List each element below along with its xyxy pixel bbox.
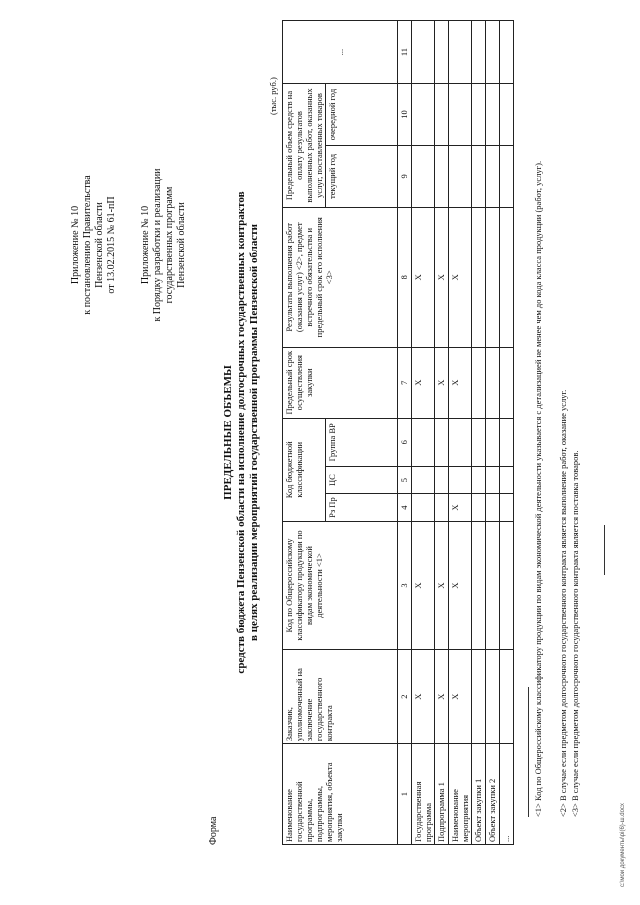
cell-customer: X [449, 650, 472, 744]
cell-cs [472, 466, 486, 494]
cell-cs [500, 466, 514, 494]
cell-dots [449, 21, 472, 84]
header-vr: Группа ВР [326, 418, 398, 466]
appendix-line: Пензенской области [176, 202, 187, 288]
title-line: ПРЕДЕЛЬНЫЕ ОБЪЕМЫ [222, 365, 234, 500]
cell-okpd [486, 521, 500, 649]
header-rzpr: Рз Пр [326, 494, 398, 522]
cell-current [500, 145, 514, 207]
footnote-2: <2> В случае если предметом долгосрочного государственного контракта является выполнение работ, оказание услуг. [558, 389, 568, 817]
header-current-year: текущий год [326, 145, 398, 207]
cell-results: X [449, 207, 472, 347]
cell-cs [412, 466, 435, 494]
column-number: 7 [398, 347, 412, 418]
cell-next [500, 84, 514, 146]
appendix-line: к постановлению Правительства [82, 175, 93, 315]
appendix-line: Приложение № 10 [70, 205, 81, 285]
cell-next [486, 84, 500, 146]
header-limit: Предельный объем средств на оплату результатов выполненных работ, оказанных услуг, поставленных товаров [283, 84, 326, 208]
cell-current [449, 145, 472, 207]
column-number: 4 [398, 494, 412, 522]
cell-customer [472, 650, 486, 744]
cell-next [449, 84, 472, 146]
header-budget-code: Код бюджетной классификации [283, 418, 326, 521]
table-row [500, 21, 514, 845]
cell-dots [500, 21, 514, 84]
row-name: Наименование мероприятия [449, 744, 472, 845]
cell-term [472, 347, 486, 418]
table-row [472, 21, 486, 845]
row-name: Объект закупки 1 [472, 744, 486, 845]
cell-vr [412, 418, 435, 466]
cell-okpd [500, 521, 514, 649]
cell-rzpr [486, 494, 500, 522]
cell-vr [435, 418, 449, 466]
cell-customer [500, 650, 514, 744]
cell-current [435, 145, 449, 207]
cell-current [412, 145, 435, 207]
page-title [222, 20, 261, 845]
cell-term: X [449, 347, 472, 418]
cell-customer [486, 650, 500, 744]
cell-vr [472, 418, 486, 466]
cell-vr [449, 418, 472, 466]
cell-results: X [435, 207, 449, 347]
cell-rzpr [500, 494, 514, 522]
cell-dots [486, 21, 500, 84]
column-number: 8 [398, 207, 412, 347]
header-row [283, 21, 326, 845]
cell-okpd: X [412, 521, 435, 649]
cell-vr [486, 418, 500, 466]
column-number: 2 [398, 650, 412, 744]
header-dots: ... [283, 21, 398, 84]
file-path: c:\мои документы\pi(6)-ш.docx [620, 803, 626, 887]
header-okpd: Код по Общероссийскому классификатору продукции по видам экономической деятельности <1> [283, 521, 398, 649]
cell-rzpr: X [449, 494, 472, 522]
footnote-3: <3> В случае если предметом долгосрочного государственного контракта является поставка товаров. [570, 450, 580, 817]
cell-next [435, 84, 449, 146]
footnote-separator [528, 687, 529, 817]
column-numbers-row [398, 21, 412, 845]
row-name: Государственная программа [412, 744, 435, 845]
row-name: Подпрограмма 1 [435, 744, 449, 845]
cell-results [500, 207, 514, 347]
header-results: Результаты выполнения работ (оказания услуг) <2>, предмет встречного обязательства и предельный срок его исполнения <3> [283, 207, 398, 347]
cell-term [486, 347, 500, 418]
column-number: 3 [398, 521, 412, 649]
table-row [486, 21, 500, 845]
title-line: в целях реализации мероприятий государственной программы Пензенской области [248, 224, 260, 641]
header-term: Предельный срок осуществления закупки [283, 347, 398, 418]
limits-table [282, 20, 514, 845]
cell-next [412, 84, 435, 146]
appendix-line: к Порядку разработки и реализации [152, 168, 163, 322]
cell-okpd [472, 521, 486, 649]
cell-okpd: X [449, 521, 472, 649]
appendix-line: государственных программ [164, 186, 175, 304]
cell-rzpr [412, 494, 435, 522]
appendix-line: Приложение № 10 [140, 205, 151, 285]
appendix-line: от 13.02.2015 № 61-пП [106, 196, 117, 294]
cell-dots [472, 21, 486, 84]
appendix-order [140, 145, 188, 345]
cell-current [486, 145, 500, 207]
header-customer: Заказчик, уполномоченный на заключение государственного контракта [283, 650, 398, 744]
cell-cs [486, 466, 500, 494]
cell-dots [412, 21, 435, 84]
header-next-year: очередной год [326, 84, 398, 146]
cell-okpd: X [435, 521, 449, 649]
cell-vr [500, 418, 514, 466]
appendix-line: Пензенской области [94, 202, 105, 288]
cell-next [472, 84, 486, 146]
header-cs: ЦС [326, 466, 398, 494]
cell-customer: X [435, 650, 449, 744]
cell-rzpr [435, 494, 449, 522]
column-number: 1 [398, 744, 412, 845]
footnote-1: <1> Код по Общероссийскому классификатору продукции по видам экономической деятельности указывается с детализацией не менее чем до кода класса продукции (работ, услуг). [533, 160, 543, 817]
title-line: средств бюджета Пензенской области на исполнение долгосрочных государственных контрактов [235, 191, 247, 674]
cell-term: X [435, 347, 449, 418]
header-name: Наименование государственной программы, подпрограммы, мероприятия, объекта закупки [283, 744, 398, 845]
row-name: Объект закупки 2 [486, 744, 500, 845]
form-label: Форма [208, 816, 219, 845]
cell-results [486, 207, 500, 347]
column-number: 5 [398, 466, 412, 494]
cell-rzpr [472, 494, 486, 522]
cell-results: X [412, 207, 435, 347]
cell-cs [449, 466, 472, 494]
cell-customer: X [412, 650, 435, 744]
cell-term [500, 347, 514, 418]
table-row [412, 21, 435, 845]
cell-cs [435, 466, 449, 494]
cell-current [472, 145, 486, 207]
table-row [449, 21, 472, 845]
column-number: 9 [398, 145, 412, 207]
end-separator [604, 525, 605, 575]
units-label: (тыс. руб.) [268, 77, 278, 115]
table-row [435, 21, 449, 845]
cell-dots [435, 21, 449, 84]
row-name: ... [500, 744, 514, 845]
appendix-government [70, 145, 118, 345]
cell-results [472, 207, 486, 347]
column-number: 11 [398, 21, 412, 84]
cell-term: X [412, 347, 435, 418]
column-number: 10 [398, 84, 412, 146]
column-number: 6 [398, 418, 412, 466]
